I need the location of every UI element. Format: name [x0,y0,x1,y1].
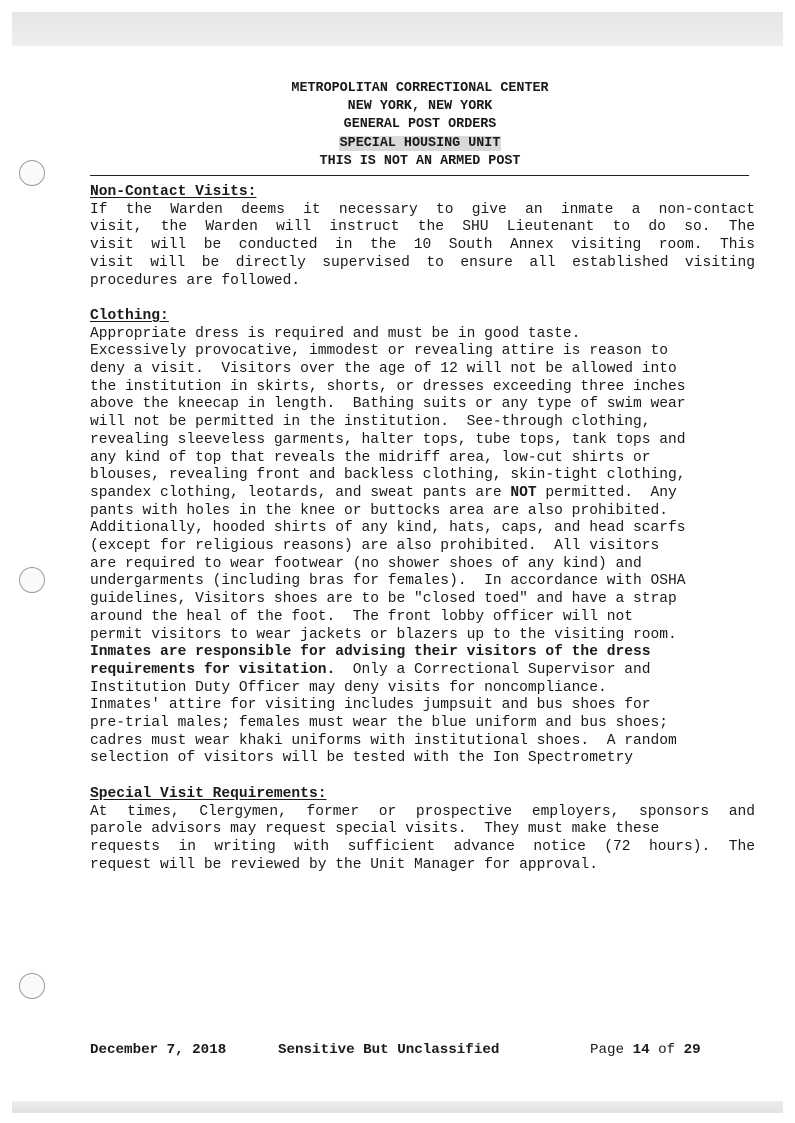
section-special-visit-requirements [90,786,755,875]
text-segment: permitted. Any [536,484,677,501]
header-post-name-highlight: SPECIAL HOUSING UNIT [339,135,501,151]
document-header [90,80,750,171]
document-body [90,184,755,874]
emphasis-not: NOT [510,484,537,501]
header-institution: METROPOLITAN CORRECTIONAL CENTER [291,81,549,96]
text-line: visit, the Warden will instruct the SHU Lieutenant to do so. The [90,219,755,236]
page-current: 14 [632,1042,650,1058]
header-armed-status: THIS IS NOT AN ARMED POST [319,153,521,169]
page-total: 29 [683,1042,701,1058]
text-line: Appropriate dress is required and must be in good taste. [90,325,581,342]
page-prefix: Page [590,1042,633,1058]
text-line: blouses, revealing front and backless clothing, skin-tight clothing, [90,467,686,484]
text-line: selection of visitors will be tested with the Ion Spectrometry [90,750,633,767]
text-line: will not be permitted in the institution. See-through clothing, [90,414,651,431]
text-segment: Only a Correctional Supervisor and [335,661,651,678]
text-line: Inmates' attire for visiting includes jumpsuit and bus shoes for [90,697,651,714]
section-title: Non-Contact Visits: [90,184,257,200]
header-post-name [90,135,750,153]
text-segment: spandex clothing, leotards, and sweat pants are [90,484,511,501]
text-line: above the kneecap in length. Bathing suits or any type of swim wear [90,396,686,413]
text-line: Institution Duty Officer may deny visits for noncompliance. [90,679,607,696]
section-title: Clothing: [90,307,169,324]
text-line: procedures are followed. [90,272,301,289]
header-order-type: GENERAL POST ORDERS [343,117,497,133]
scan-edge-top [12,12,783,46]
punch-hole-middle [19,567,45,593]
section-body [90,326,755,769]
footer-classification: Sensitive But Unclassified [278,1042,500,1058]
text-line: are required to wear footwear (no shower shoes of any kind) and [90,555,642,572]
text-line: request will be reviewed by the Unit Manager for approval. [90,856,598,873]
text-line: parole advisors may request special visits. They must make these [90,821,660,838]
text-line: visit will be conducted in the 10 South Annex visiting room. This [90,237,755,254]
header-location: NEW YORK, NEW YORK [347,99,493,115]
punch-hole-bottom [19,973,45,999]
text-line: At times, Clergymen, former or prospective employers, sponsors and [90,803,755,820]
text-line: revealing sleeveless garments, halter tops, tube tops, tank tops and [90,431,686,448]
text-line: visit will be directly supervised to ensure all established visiting [90,254,755,271]
text-line: guidelines, Visitors shoes are to be "closed toed" and have a strap [90,591,677,608]
section-body [90,804,755,875]
page-of: of [649,1042,684,1058]
bold-notice: Inmates are responsible for advising their visitors of the dress [90,644,651,661]
text-line-with-emphasis [90,485,755,503]
text-line: undergarments (including bras for females). In accordance with OSHA [90,573,686,590]
punch-hole-top [19,160,45,186]
text-line: pants with holes in the knee or buttocks area are also prohibited. [90,502,669,519]
text-line: permit visitors to wear jackets or blazers up to the visiting room. [90,626,677,643]
text-line: If the Warden deems it necessary to give an inmate a non-contact [90,201,755,218]
section-clothing [90,308,755,768]
text-line: any kind of top that reveals the midriff area, low-cut shirts or [90,449,651,466]
text-line: the institution in skirts, shorts, or dresses exceeding three inches [90,378,686,395]
footer-date: December 7, 2018 [90,1042,227,1058]
footer-page-number [590,1041,701,1059]
scan-edge-bottom [12,1101,783,1113]
text-line: Additionally, hooded shirts of any kind, hats, caps, and head scarfs [90,520,686,537]
section-non-contact-visits [90,184,755,290]
text-line: around the heal of the foot. The front lobby officer will not [90,608,633,625]
header-divider [90,175,749,176]
text-line: deny a visit. Visitors over the age of 12 will not be allowed into [90,361,677,378]
text-line-with-emphasis [90,662,755,680]
section-body [90,202,755,291]
bold-notice: requirements for visitation. [90,661,336,678]
text-line: (except for religious reasons) are also prohibited. All visitors [90,538,660,555]
text-line: cadres must wear khaki uniforms with institutional shoes. A random [90,732,677,749]
text-line: Excessively provocative, immodest or revealing attire is reason to [90,343,669,360]
bold-notice-line [90,644,755,662]
text-line: pre-trial males; females must wear the blue uniform and bus shoes; [90,715,669,732]
text-line: requests in writing with sufficient advance notice (72 hours). The [90,838,755,855]
section-title: Special Visit Requirements: [90,785,327,802]
